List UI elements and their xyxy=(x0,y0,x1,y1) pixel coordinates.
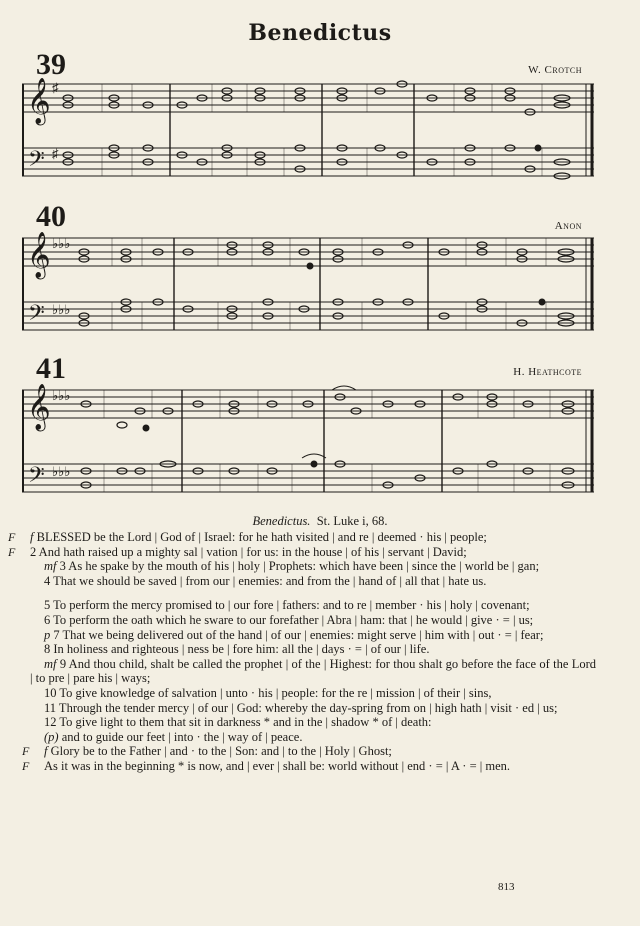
verse-text: Glory be to the Father | and · to the | Son: and | to the | Holy | Ghost; xyxy=(50,744,392,759)
verse-6 xyxy=(30,613,596,628)
verse-12 xyxy=(30,715,596,730)
music-system-40 xyxy=(22,230,598,346)
staff-bass-39 xyxy=(22,148,594,176)
verse-9 xyxy=(30,657,596,686)
svg-text:♯: ♯ xyxy=(52,146,59,161)
page-title: Benedictus xyxy=(248,20,392,46)
svg-text:𝄢: 𝄢 xyxy=(28,301,45,331)
verse-1 xyxy=(8,530,596,545)
gloria-1 xyxy=(22,744,596,759)
music-system-41 xyxy=(22,382,598,508)
svg-text:♯: ♯ xyxy=(52,80,59,95)
verse-text: 12 To give light to them that sit in darkness * and in the | shadow * of | death: xyxy=(44,715,432,730)
verse-mark: F xyxy=(8,544,16,559)
verse-text: 2 And hath raised up a mighty sal | vation | for us: in the house | of his | servant | David; xyxy=(30,544,467,559)
verse-5 xyxy=(30,598,596,613)
svg-text:♭♭♭: ♭♭♭ xyxy=(52,464,71,479)
verse-4 xyxy=(30,574,596,589)
dynamic-mark: f xyxy=(30,530,34,544)
verses xyxy=(8,530,596,774)
hymn-number-41: 41 xyxy=(36,352,66,385)
svg-text:♭♭♭: ♭♭♭ xyxy=(52,236,71,251)
dynamic-mark: mf xyxy=(44,559,57,574)
verse-text: 3 As he spake by the mouth of his | holy | Prophets: which have been | since the | world be | gan; xyxy=(59,559,540,574)
hymn-number-39: 39 xyxy=(36,48,66,81)
text-source xyxy=(0,514,640,529)
verse-text: BLESSED be the Lord | God of | Israel: for he hath visited | and re | deemed · his | people; xyxy=(36,530,487,544)
source-title: Benedictus. xyxy=(252,514,311,528)
dynamic-mark: mf xyxy=(44,656,57,671)
verse-10 xyxy=(30,686,596,701)
svg-text:𝄞: 𝄞 xyxy=(27,232,51,278)
source-reference: St. Luke i, 68. xyxy=(316,514,388,528)
verse-7 xyxy=(30,628,596,643)
dynamic-mark: p xyxy=(44,627,51,642)
hymn-number-40: 40 xyxy=(36,200,66,233)
verse-text: 8 In holiness and righteous | ness be | fore him: all the | days · = | of our | life. xyxy=(44,642,430,657)
bass-clef: 𝄢 xyxy=(28,147,45,177)
verse-text: 10 To give knowledge of salvation | unto · his | people: for the re | mission | of their | sins, xyxy=(44,685,492,700)
verse-mark: F xyxy=(22,758,30,773)
treble-clef: 𝄞 xyxy=(27,78,51,124)
composer-40: Anon xyxy=(554,220,582,232)
verse-text: 11 Through the tender mercy | of our | God: whereby the day-spring from on | high hath | visit · ed | us; xyxy=(44,700,558,715)
svg-text:𝄢: 𝄢 xyxy=(28,463,45,493)
verse-mark: F xyxy=(8,530,16,544)
svg-text:♭♭♭: ♭♭♭ xyxy=(52,302,71,317)
verse-text: As it was in the beginning * is now, and | ever | shall be: world without | end · = | A · = | men. xyxy=(44,758,511,773)
verse-11 xyxy=(30,701,596,716)
composer-39: W. Crotch xyxy=(528,64,582,76)
page-number: 813 xyxy=(498,881,515,893)
verse-text: 7 That we being delivered out of the hand | of our | enemies: might serve | him with | out · = | fear; xyxy=(53,627,544,642)
verse-text: 4 That we should be saved | from our | enemies: and from the | hand of | all that | hate us. xyxy=(44,573,487,588)
verse-3 xyxy=(30,559,596,574)
verse-text: 5 To perform the mercy promised to | our fore | fathers: and to re | member · his | holy | covenant; xyxy=(44,598,530,613)
verse-text: 9 And thou child, shalt be called the prophet | of the | Highest: for thou shalt go before the face of the Lord | to pre | pare his | ways; xyxy=(30,656,596,686)
verse-12-cont xyxy=(30,730,596,745)
music-system-39 xyxy=(22,76,598,192)
verse-text: 6 To perform the oath which he sware to our forefather | Abra | ham: that | he would | give · = | us; xyxy=(44,612,534,627)
svg-text:♭♭♭: ♭♭♭ xyxy=(52,388,71,403)
verse-2 xyxy=(8,544,596,560)
verse-text: and to guide our feet | into · the | way of | peace. xyxy=(61,729,303,744)
composer-41: H. Heathcote xyxy=(513,366,582,378)
verse-8 xyxy=(30,642,596,657)
gloria-2 xyxy=(22,758,596,774)
dynamic-mark: (p) xyxy=(44,729,59,744)
dynamic-mark: f xyxy=(44,744,48,759)
verse-mark: F xyxy=(22,744,30,759)
svg-text:𝄞: 𝄞 xyxy=(27,384,51,430)
